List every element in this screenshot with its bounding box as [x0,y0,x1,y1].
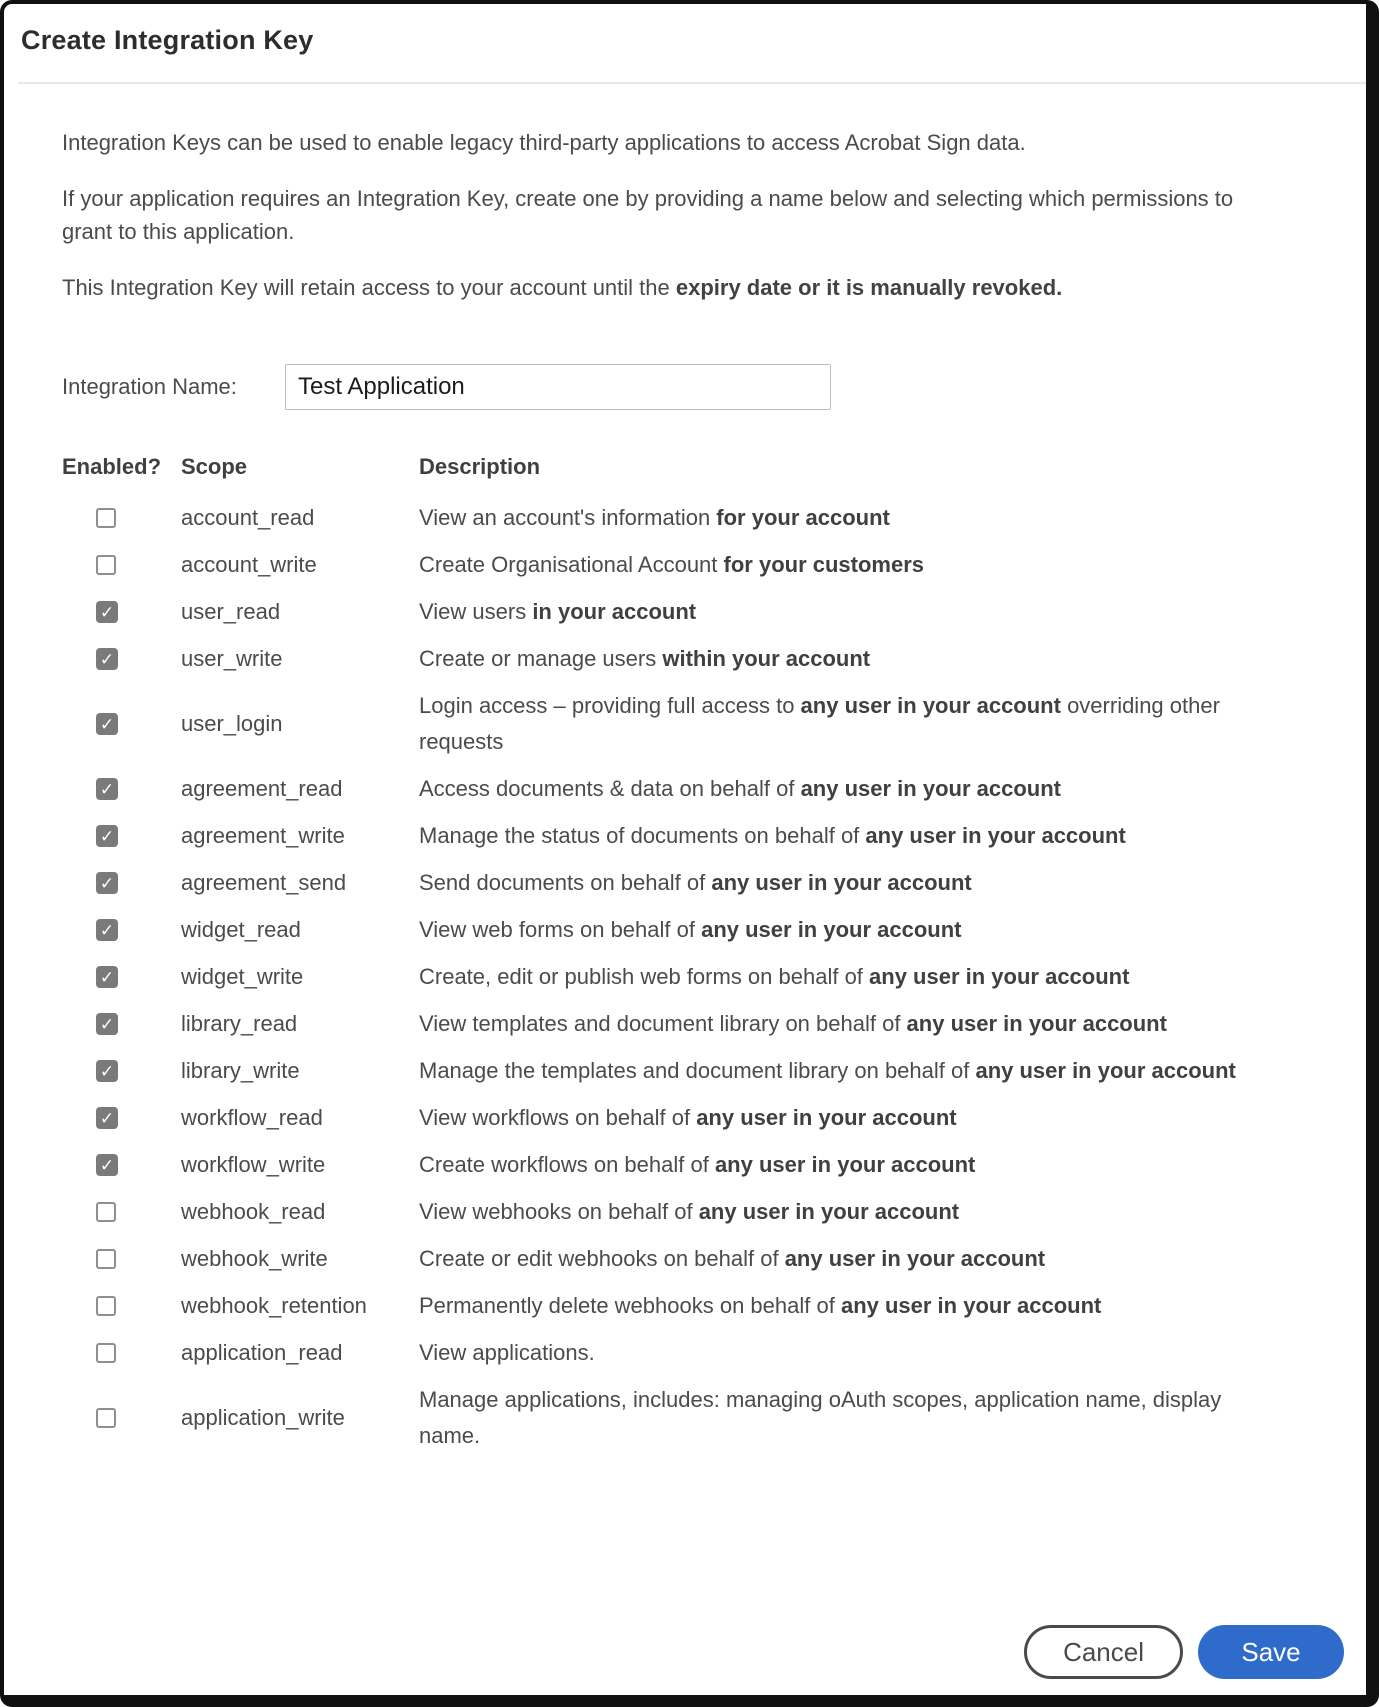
integration-name-input[interactable] [285,364,831,410]
scope-name: webhook_read [181,1199,326,1224]
table-row [4,954,1366,1001]
scope-name: user_read [181,599,281,624]
scope-checkbox[interactable]: ✓ [96,778,118,800]
scope-checkbox[interactable] [96,555,116,575]
scope-name: agreement_send [181,870,347,895]
table-row [4,1283,1366,1330]
scope-name: application_write [181,1405,345,1430]
scope-description: Manage the templates and document library on behalf of any user in your account [419,1058,1236,1083]
scope-description: View an account's information for your account [419,505,890,530]
scope-checkbox[interactable]: ✓ [96,872,118,894]
scope-checkbox[interactable] [96,1343,116,1363]
dialog-footer [4,1625,1366,1695]
permissions-header [4,452,1366,482]
table-row [4,542,1366,589]
scope-name: agreement_write [181,823,345,848]
scope-name: application_read [181,1340,343,1365]
scope-name: account_read [181,505,315,530]
table-row [4,683,1366,766]
scope-checkbox[interactable] [96,508,116,528]
scope-description: View webhooks on behalf of any user in your account [419,1199,960,1224]
table-row [4,766,1366,813]
page-title: Create Integration Key [21,25,314,55]
table-row [4,495,1366,542]
intro-paragraph-3: This Integration Key will retain access to your account until the expiry date or it is manually revoked. [62,275,1063,300]
permissions-rows [4,495,1366,1460]
scope-description: Permanently delete webhooks on behalf of any user in your account [419,1293,1102,1318]
scope-checkbox[interactable]: ✓ [96,1013,118,1035]
scope-name: workflow_write [181,1152,326,1177]
permissions-table [4,452,1366,1460]
scope-description: View web forms on behalf of any user in your account [419,917,962,942]
table-row [4,907,1366,954]
intro-text [62,126,1236,304]
integration-name-row [4,364,1366,410]
scope-description: Manage the status of documents on behalf of any user in your account [419,823,1126,848]
scope-name: webhook_retention [181,1293,367,1318]
intro-paragraph-1: Integration Keys can be used to enable legacy third-party applications to access Acrobat Sign data. [62,130,1026,155]
scope-description: Send documents on behalf of any user in your account [419,870,972,895]
table-row [4,636,1366,683]
scope-checkbox[interactable]: ✓ [96,648,118,670]
scope-checkbox[interactable]: ✓ [96,1060,118,1082]
table-row [4,860,1366,907]
scope-description: View workflows on behalf of any user in your account [419,1105,957,1130]
scope-name: widget_read [181,917,301,942]
scope-description: Manage applications, includes: managing oAuth scopes, application name, display name. [419,1387,1222,1448]
scope-checkbox[interactable] [96,1408,116,1428]
scope-name: agreement_read [181,776,343,801]
scope-description: Login access – providing full access to any user in your account overriding other requests [419,693,1220,754]
scope-checkbox[interactable] [96,1249,116,1269]
scope-name: library_write [181,1058,300,1083]
scope-checkbox[interactable]: ✓ [96,966,118,988]
header-scope: Scope [181,454,248,479]
scope-checkbox[interactable] [96,1296,116,1316]
scope-description: Create Organisational Account for your customers [419,552,925,577]
integration-name-label: Integration Name: [62,374,237,399]
scope-checkbox[interactable]: ✓ [96,825,118,847]
scope-description: Create or manage users within your account [419,646,871,671]
scope-description: Create or edit webhooks on behalf of any user in your account [419,1246,1046,1271]
table-row [4,1189,1366,1236]
scope-checkbox[interactable]: ✓ [96,1154,118,1176]
scope-checkbox[interactable]: ✓ [96,713,118,735]
scope-description: Create workflows on behalf of any user in your account [419,1152,976,1177]
scope-description: View applications. [419,1340,595,1365]
header-enabled: Enabled? [62,454,162,479]
scope-name: webhook_write [181,1246,328,1271]
scope-description: View templates and document library on behalf of any user in your account [419,1011,1167,1036]
cancel-button[interactable]: Cancel [1024,1625,1183,1679]
table-row [4,1142,1366,1189]
table-row [4,1377,1366,1460]
table-row [4,1001,1366,1048]
intro-paragraph-2: If your application requires an Integration Key, create one by providing a name below and selecting which permissions to grant to this application. [62,186,1234,244]
scope-description: Access documents & data on behalf of any user in your account [419,776,1061,801]
scope-name: user_write [181,646,283,671]
scope-checkbox[interactable]: ✓ [96,919,118,941]
table-row [4,1330,1366,1377]
table-row [4,1095,1366,1142]
scope-description: Create, edit or publish web forms on behalf of any user in your account [419,964,1130,989]
scope-description: View users in your account [419,599,697,624]
scope-name: workflow_read [181,1105,323,1130]
scope-checkbox[interactable] [96,1202,116,1222]
scope-checkbox[interactable]: ✓ [96,1107,118,1129]
scope-name: widget_write [181,964,304,989]
table-row [4,589,1366,636]
header-description: Description [419,454,541,479]
table-row [4,813,1366,860]
scope-name: user_login [181,711,283,736]
table-row [4,1236,1366,1283]
scope-checkbox[interactable]: ✓ [96,601,118,623]
scope-name: library_read [181,1011,298,1036]
save-button[interactable]: Save [1198,1625,1344,1679]
scope-name: account_write [181,552,317,577]
table-row [4,1048,1366,1095]
title-divider [18,82,1366,84]
